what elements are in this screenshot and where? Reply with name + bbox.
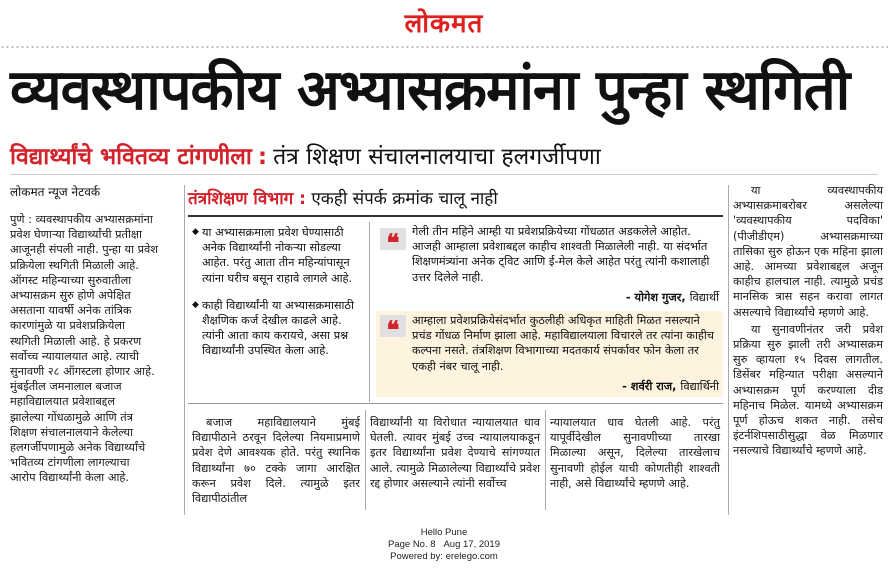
quote-author: - शर्वरी राज,	[622, 380, 677, 393]
page-footer	[0, 527, 888, 563]
left-column-line: पुणे : व्यवस्थापकीय अभ्यासक्रमांना	[10, 213, 153, 226]
bullet-item	[192, 225, 364, 286]
body-column-3: न्यायालयात धाव घेतली आहे. परंतु यापूर्वीदेखील सुनावणीच्या तारखा मिळाल्या असून, दिलेल्या तारखेलाच सुनावणी होईल याची कोणतीही शाश्वती नाही, असे विद्यार्थ्यांचे म्हणणे आहे.	[550, 416, 720, 490]
subheadline-black: तंत्र शिक्षण संचालनालयाचा हलगर्जीपणा	[273, 144, 601, 170]
quote-icon: ❝	[380, 315, 406, 337]
box-heading-black: एकही संपर्क क्रमांक चालू नाही	[311, 189, 498, 209]
column-divider	[365, 410, 366, 510]
subhead-rule	[10, 174, 878, 175]
column-divider	[184, 185, 185, 515]
right-paragraph: या सुनावणीनंतर जरी प्रवेश प्रक्रिया सुरु झाली तरी अभ्यासक्रम सुरु व्हायला १५ दिवस लागतील. डिसेंबर महिन्यात परीक्षा असल्याने अभ्यासक्रम पूर्ण करण्याला दीड महिनाच मिळेल. यामध्ये अभ्यासक्रम पूर्ण होऊच शकत नाही. तसेच इंटर्नशिपसाठीसुद्धा वेळ मिळणार नसल्याचे विद्यार्थ्यांचे म्हणणे आहे.	[733, 322, 883, 458]
footer-page: Page No. 8	[388, 539, 436, 550]
right-column	[733, 183, 883, 459]
footer-date: Aug 17, 2019	[443, 539, 500, 550]
left-column-line: शिक्षण संचालनालयाने केलेल्या	[10, 425, 134, 439]
quote-card-highlighted	[376, 311, 723, 397]
page-headline: व्यवस्थापकीय अभ्यासक्रमांना पुन्हा स्थगिती	[10, 58, 850, 123]
left-column-line: हलगर्जीपणामुळे अनेक विद्यार्थ्यांचे	[10, 441, 146, 455]
left-column-line: अभ्यासक्रम सुरु होणे अपेक्षित	[10, 289, 131, 303]
footer-powered: Powered by: erelego.com	[390, 551, 498, 562]
left-column-line: स्थगिती मिळाली आहे. हे प्रकरण	[10, 334, 142, 348]
quote-role: विद्यार्थिनी	[680, 380, 719, 393]
masthead-logo: लोकमत	[404, 9, 484, 39]
box-heading-rule	[188, 215, 723, 217]
left-column-line: आरोप विद्यार्थ्यांनी केला आहे.	[10, 471, 129, 485]
subheadline-red: विद्यार्थ्यांचे भवितव्य टांगणीला	[10, 144, 252, 170]
quote-role: विद्यार्थी	[689, 291, 719, 304]
footer-edition: Hello Pune	[420, 527, 468, 538]
box-heading	[188, 185, 723, 213]
left-column-line: असताना यावर्षी अनेक तांत्रिक	[10, 304, 132, 318]
body-column-1: बजाज महाविद्यालयाने मुंबई विद्यापीठाने ठरवून दिलेल्या नियमाप्रमाणे प्रवेश देणे आवश्यक होते. परंतु स्थानिक विद्यार्थ्यांना ७० टक्के जागा आरक्षित करून प्रवेश दिले. त्यामुळे इतर विद्यापीठांतील	[192, 416, 360, 506]
bullet-text: काही विद्यार्थ्यांनी या अभ्यासक्रमासाठी शैक्षणिक कर्ज देखील काढले आहे. त्यांनी आता काय करायचे, असा प्रश्न विद्यार्थ्यांनी उपस्थित केला आहे.	[202, 298, 354, 358]
box-inner-divider	[369, 222, 370, 402]
subheadline	[10, 140, 601, 174]
left-column-line: आजूनही संपली नाही. पुन्हा या प्रवेश	[10, 243, 159, 257]
body-column-2: विद्यार्थ्यांनी या विरोधात न्यायालयात धाव घेतली. त्यावर मुंबई उच्च न्यायालयाकडून इतर विद्यार्थ्यांना प्रवेश देण्याचे सांगण्यात आले. त्यामुळे मिळालेल्या विद्यार्थ्यांचे प्रवेश रद्द होणार असल्याने त्यांनी सर्वोच्च	[370, 416, 540, 490]
box-bottom-rule	[188, 403, 723, 404]
footer-page-info	[0, 539, 888, 551]
column-divider	[728, 185, 729, 515]
left-column-line: मुंबईतील जमनालाल बजाज	[10, 380, 122, 394]
quote-attribution	[622, 379, 719, 394]
left-column-line: महाविद्यालयात प्रवेशाबद्दल	[10, 395, 115, 409]
bullet-item	[192, 298, 364, 359]
left-column-line: कारणांमुळे या प्रवेशप्रक्रियेला	[10, 319, 125, 333]
quote-icon: ❝	[380, 228, 406, 250]
left-column-line: भवितव्य टांगणीला लागल्याचा	[10, 456, 130, 470]
left-column-line: प्रवेश घेणाऱ्या विद्यार्थ्यांची प्रतीक्षा	[10, 228, 142, 242]
left-column-line: प्रक्रियेला स्थगिती मिळाली आहे.	[10, 258, 139, 272]
left-column	[10, 212, 180, 486]
quote-card	[376, 224, 723, 306]
left-column-line: ऑगस्ट महिन्याच्या सुरुवातीला	[10, 273, 132, 287]
byline: लोकमत न्यूज नेटवर्क	[10, 185, 101, 199]
quote-text: आम्हाला प्रवेशप्रक्रियेसंदर्भात कुठलीही अधिकृत माहिती मिळत नसल्याने प्रचंड गोंधळ निर्माण झाला आहे. महाविद्यालयाला विचारले तर त्यांना काहीच कल्पना नसते. तंत्रशिक्षण विभागाच्या मदतकार्य संपर्कावर फोन केला तर एकही नंबर चालू नाही.	[412, 314, 714, 373]
diamond-icon: ◆	[192, 227, 199, 237]
diamond-icon: ◆	[192, 299, 199, 310]
left-column-line: सुनावणी २८ ऑगस्टला होणार आहे.	[10, 365, 155, 379]
left-column-line: सर्वोच्च न्यायालयात आहे. त्याची	[10, 349, 139, 363]
left-column-line: झालेल्या गोंधळामुळे आणि तंत्र	[10, 410, 133, 424]
subheadline-separator: :	[257, 144, 268, 170]
box-heading-red: तंत्रशिक्षण विभाग :	[188, 189, 306, 209]
right-paragraph: या व्यवस्थापकीय अभ्यासक्रमाबरोबर असलेल्या 'व्यवस्थापकीय पदविका' (पीजीडीएम) अभ्यासक्रमाच्या तासिका सुरु होऊन एक महिना झाला आहे. आमच्या प्रवेशाबद्दल अजून काहीच हालचाल नाही. त्यामुळे प्रचंड मानसिक त्रास सहन करावा लागत असल्याचे विद्यार्थ्यांचे म्हणणे आहे.	[733, 184, 883, 319]
box-bullets	[192, 225, 364, 371]
quote-attribution	[626, 290, 719, 305]
quote-author: - योगेश गुजर,	[625, 291, 686, 304]
quote-text: गेली तीन महिने आम्ही या प्रवेशप्रक्रियेच्या गोंधळात अडकलेले आहोत. आजही आम्हाला प्रवेशाबद्दल काहीच शाश्वती मिळालेली नाही. या संदर्भात शिक्षणमंत्र्यांना अनेक ट्विट आणि ई-मेल केले आहेत परंतु त्यांनी कशालाही उत्तर दिलेले नाही.	[412, 225, 710, 284]
masthead-divider	[0, 44, 888, 50]
column-divider	[545, 410, 546, 510]
bullet-text: या अभ्यासक्रमाला प्रवेश घेण्यासाठी अनेक विद्यार्थ्यांनी नोकऱ्या सोडल्या आहेत. परंतु आता तीन महिन्यांपासून त्यांना घरीच बसून राहावे लागले आहे.	[202, 226, 353, 285]
